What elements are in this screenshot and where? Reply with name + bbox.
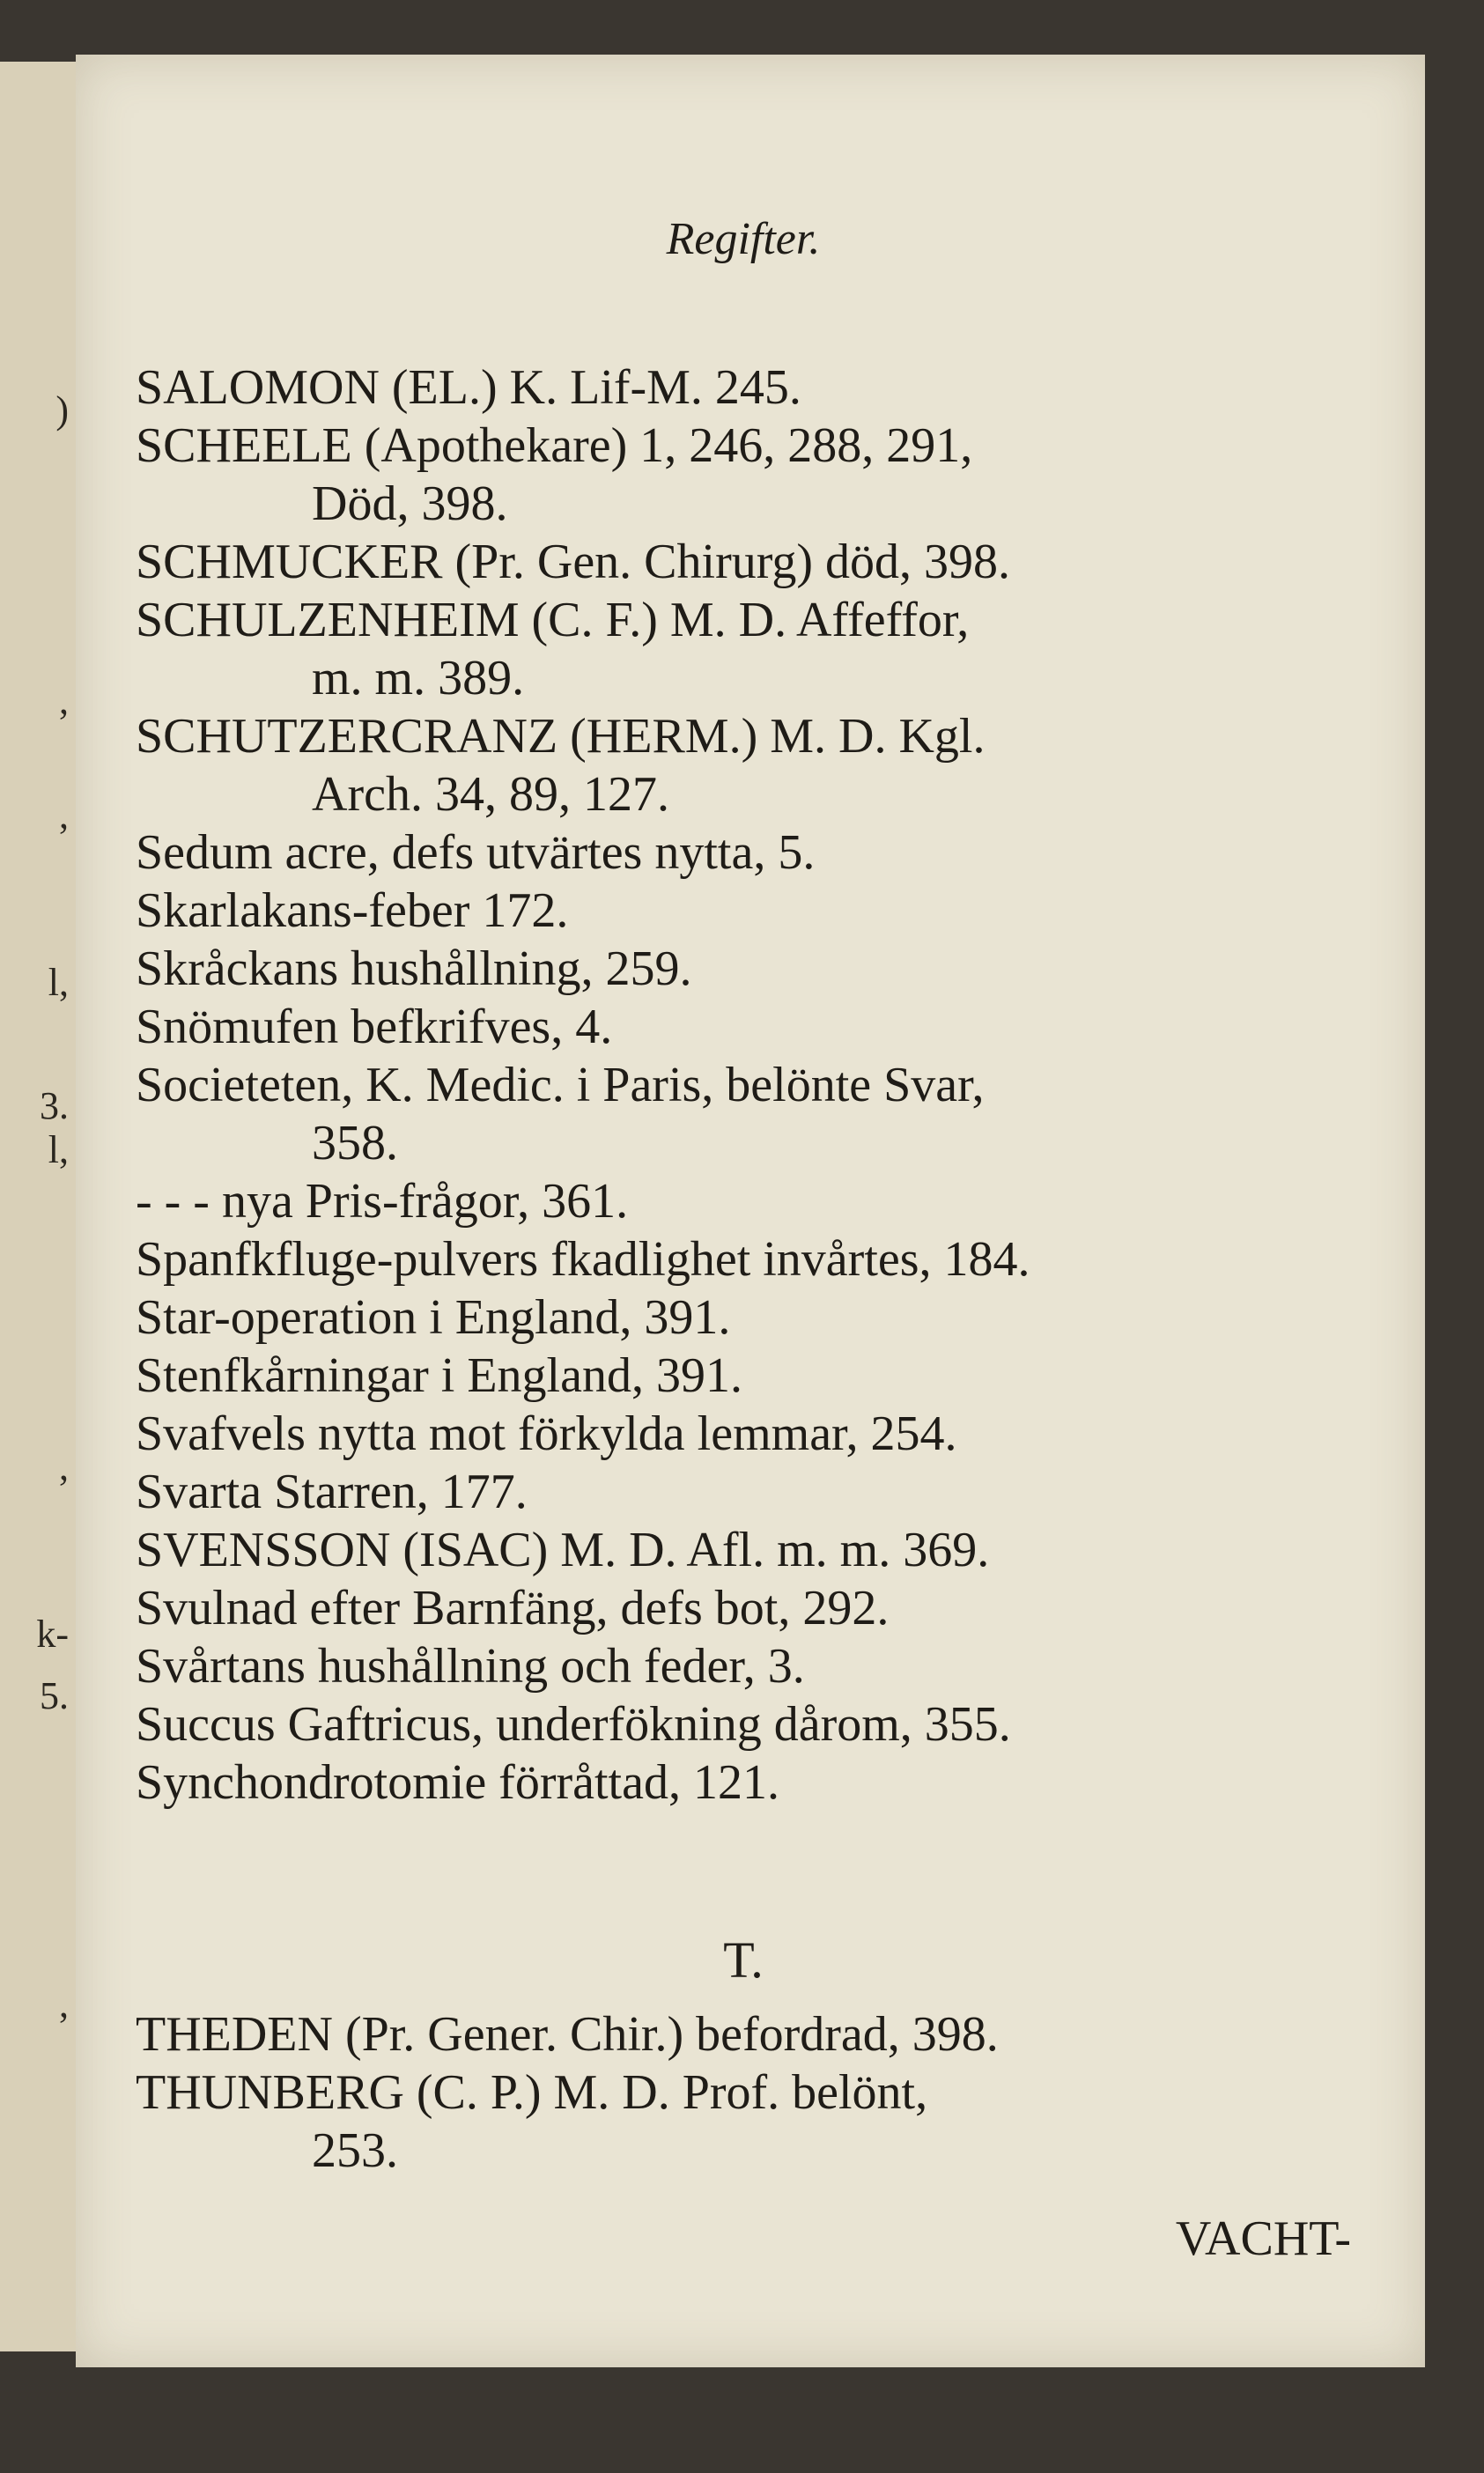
index-entry: SCHULZENHEIM (C. F.) M. D. Affeffor, [136,593,970,647]
margin-fragment: 3. [40,1084,69,1127]
index-entry: Stenfkårningar i England, 391. [136,1348,742,1403]
index-entry: THUNBERG (C. P.) M. D. Prof. belönt, [136,2065,928,2120]
book-page [76,55,1425,2367]
index-entry: SCHEELE (Apothekare) 1, 246, 288, 291, [136,418,973,473]
margin-fragment: , [59,794,69,837]
index-entry-continuation: 358. [312,1116,398,1170]
index-entry: Societeten, K. Medic. i Paris, belönte Svar, [136,1058,985,1112]
index-entry: Svarta Starren, 177. [136,1465,528,1519]
index-entry: Spanfkfluge-pulvers fkadlighet invårtes, 184. [136,1232,1030,1287]
margin-fragment: , [59,1982,69,2026]
index-entry: Succus Gaftricus, underfökning dårom, 355. [136,1697,1011,1752]
index-entry-continuation: Arch. 34, 89, 127. [312,767,669,822]
margin-fragment: k- [36,1613,69,1656]
margin-fragment: , [59,679,69,722]
index-entry: SCHMUCKER (Pr. Gen. Chirurg) död, 398. [136,535,1011,589]
index-entry: SALOMON (EL.) K. Lif-M. 245. [136,360,801,415]
index-entry: - - - nya Pris-frågor, 361. [136,1174,629,1229]
index-entry: Synchondrotomie förråttad, 121. [136,1755,779,1810]
index-entry: Skråckans hushållning, 259. [136,941,692,996]
index-entry: Sedum acre, defs utvärtes nytta, 5. [136,825,816,880]
index-entry: SCHUTZERCRANZ (HERM.) M. D. Kgl. [136,709,986,764]
index-entry-continuation: m. m. 389. [312,651,525,705]
margin-fragment: l, [48,1128,69,1171]
running-head: Regifter. [666,214,821,264]
index-entry: Snömufen befkrifves, 4. [136,1000,613,1054]
index-entry: Svafvels nytta mot förkylda lemmar, 254. [136,1406,957,1461]
catchword: VACHT- [1175,2211,1351,2266]
facing-page-edge [0,62,78,2351]
index-entry-continuation: Död, 398. [312,476,508,531]
margin-fragment: 5. [40,1674,69,1717]
index-entry-continuation: 253. [312,2123,398,2178]
section-heading: T. [723,1931,764,1989]
margin-fragment: ) [55,388,69,432]
index-entry: Skarlakans-feber 172. [136,883,569,938]
index-entry: THEDEN (Pr. Gener. Chir.) befordrad, 398. [136,2007,999,2062]
index-entry: Star-operation i England, 391. [136,1290,731,1345]
index-entry: Svulnad efter Barnfäng, defs bot, 292. [136,1581,890,1635]
margin-fragment: , [59,1445,69,1488]
index-entry: Svårtans hushållning och feder, 3. [136,1639,805,1694]
margin-fragment: l, [48,961,69,1004]
index-entry: SVENSSON (ISAC) M. D. Afl. m. m. 369. [136,1523,990,1577]
